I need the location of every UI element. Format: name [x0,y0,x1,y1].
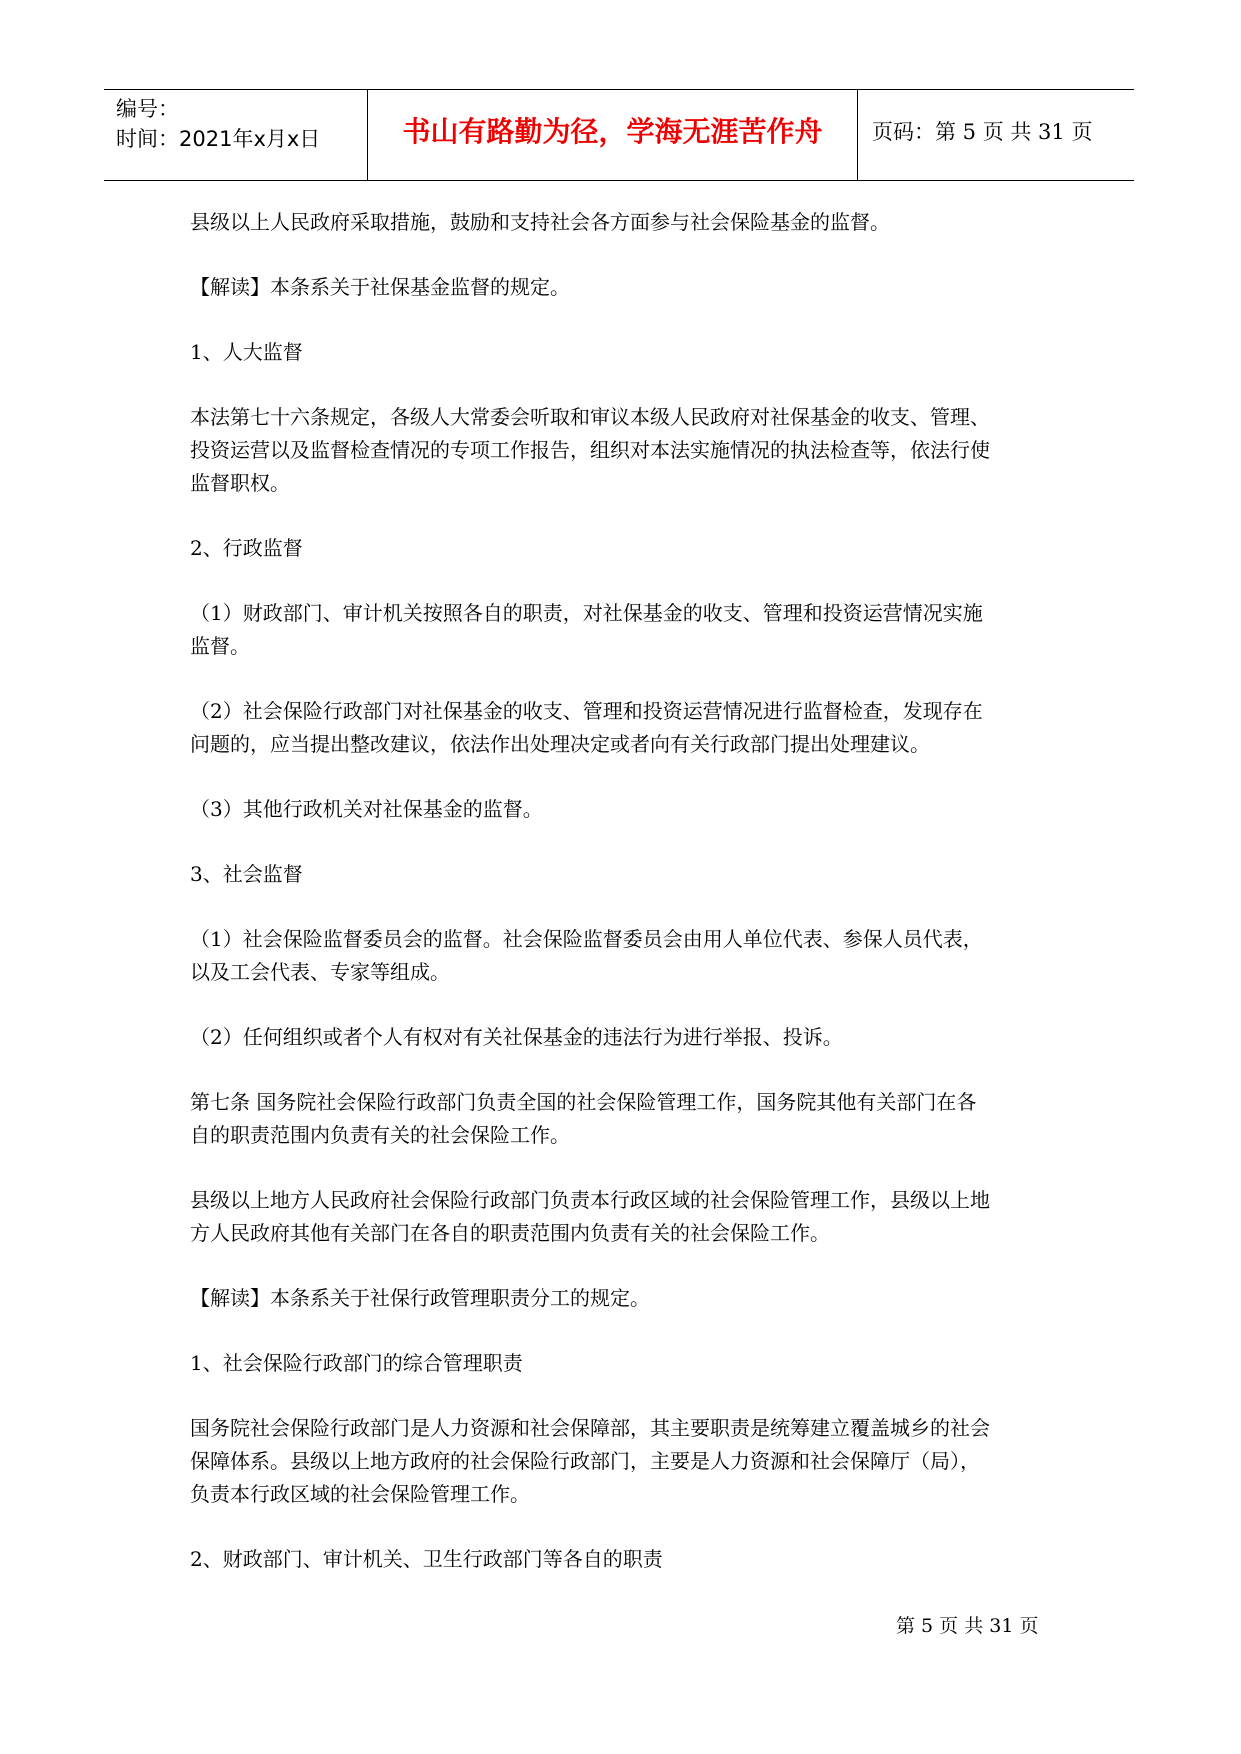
header-motto: 书山有路勤为径，学海无涯苦作舟 [402,115,823,148]
document-number-label: 编号： [116,97,179,121]
page-footer: 第 5 页 共 31 页 [896,1615,1039,1637]
paragraph [190,532,1070,565]
paragraph-line: 1、人大监督 [190,340,303,364]
paragraph-line: （2）社会保险行政部门对社保基金的收支、管理和投资运营情况进行监督检查，发现存在 [190,699,983,723]
paragraph [190,1184,1070,1250]
paragraph-line: 本法第七十六条规定，各级人大常委会听取和审议本级人民政府对社保基金的收支、管理、 [190,405,990,429]
paragraph-line: 监督职权。 [190,471,290,495]
paragraph-line: 负责本行政区域的社会保险管理工作。 [190,1482,530,1506]
paragraph-line: 第七条 国务院社会保险行政部门负责全国的社会保险管理工作，国务院其他有关部门在各 [190,1090,977,1114]
page-header [104,89,1134,181]
paragraph-line: 投资运营以及监督检查情况的专项工作报告，组织对本法实施情况的执法检查等，依法行使 [190,438,990,462]
paragraph-line: 保障体系。县级以上地方政府的社会保险行政部门，主要是人力资源和社会保障厅（局）， [190,1449,980,1473]
paragraph [190,1543,1070,1576]
document-time-label: 时间：2021年x月x日 [116,127,321,151]
paragraph [190,1347,1070,1380]
paragraph [190,1086,1070,1152]
paragraph-line: 【解读】本条系关于社保基金监督的规定。 [190,275,570,299]
paragraph-line: 自的职责范围内负责有关的社会保险工作。 [190,1123,570,1147]
paragraph [190,695,1070,761]
paragraph [190,206,1070,239]
paragraph-line: 县级以上人民政府采取措施，鼓励和支持社会各方面参与社会保险基金的监督。 [190,210,890,234]
paragraph [190,923,1070,989]
paragraph-line: 方人民政府其他有关部门在各自的职责范围内负责有关的社会保险工作。 [190,1221,830,1245]
paragraph-line: 以及工会代表、专家等组成。 [190,960,450,984]
paragraph-line: 【解读】本条系关于社保行政管理职责分工的规定。 [190,1286,650,1310]
paragraph-line: 1、社会保险行政部门的综合管理职责 [190,1351,523,1375]
paragraph-line: （3）其他行政机关对社保基金的监督。 [190,797,543,821]
paragraph-line: 问题的，应当提出整改建议，依法作出处理决定或者向有关行政部门提出处理建议。 [190,732,930,756]
header-page-number: 页码：第 5 页 共 31 页 [872,120,1093,144]
paragraph [190,1021,1070,1054]
paragraph-line: （2）任何组织或者个人有权对有关社保基金的违法行为进行举报、投诉。 [190,1025,843,1049]
document-body [190,206,1070,1608]
paragraph-line: （1）财政部门、审计机关按照各自的职责，对社保基金的收支、管理和投资运营情况实施 [190,601,983,625]
paragraph [190,336,1070,369]
paragraph [190,597,1070,663]
paragraph-line: 2、财政部门、审计机关、卫生行政部门等各自的职责 [190,1547,663,1571]
paragraph-line: 监督。 [190,634,250,658]
paragraph-line: 县级以上地方人民政府社会保险行政部门负责本行政区域的社会保险管理工作，县级以上地 [190,1188,990,1212]
paragraph-line: 2、行政监督 [190,536,303,560]
header-divider [857,90,858,180]
paragraph-line: （1）社会保险监督委员会的监督。社会保险监督委员会由用人单位代表、参保人员代表， [190,927,983,951]
paragraph [190,1412,1070,1511]
paragraph-line: 3、社会监督 [190,862,303,886]
paragraph [190,1282,1070,1315]
paragraph [190,271,1070,304]
paragraph [190,401,1070,500]
paragraph-line: 国务院社会保险行政部门是人力资源和社会保障部，其主要职责是统筹建立覆盖城乡的社会 [190,1416,990,1440]
header-info [116,94,366,154]
paragraph [190,793,1070,826]
paragraph [190,858,1070,891]
